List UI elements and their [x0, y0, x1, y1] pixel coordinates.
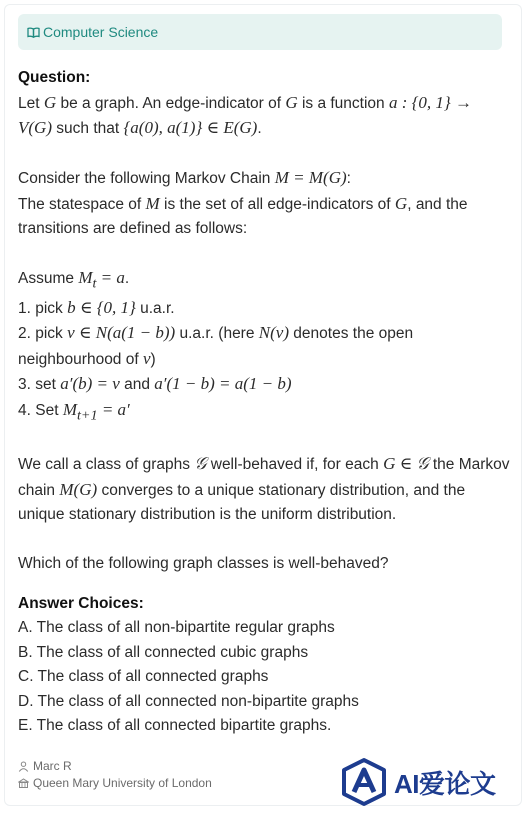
question-step-1: 1. pick b ∈ {0, 1} u.a.r.: [18, 297, 175, 317]
person-icon: [18, 761, 29, 772]
question-assume-line: Assume $M_t = a$.: [18, 268, 130, 292]
question-step-4: 4. Set $M_{t+1} = a'$: [18, 399, 130, 424]
author-name: Marc R: [33, 759, 72, 773]
answer-choice-a[interactable]: A. The class of all non-bipartite regular graphs: [18, 619, 335, 637]
watermark-text: AI爱论文: [394, 768, 496, 799]
answer-choice-e[interactable]: E. The class of all connected bipartite graphs.: [18, 717, 332, 735]
answer-choice-b[interactable]: B. The class of all connected cubic graphs: [18, 643, 309, 661]
book-open-icon: [27, 27, 40, 38]
category-banner: [18, 14, 502, 50]
question-paragraph-markov-chain: Consider the following Markov Chain M = M(G):: [18, 168, 351, 187]
question-paragraph-definition: Let G be a graph. An edge-indicator of G is a function a : {0, 1} → V(G) such that {a(0), a(1)} ∈ E(G).: [18, 92, 472, 137]
institution-icon: [18, 778, 29, 789]
question-step-2: 2. pick v ∈ N(a(1 − b)) u.a.r. (here N(v) denotes the open neighbourhood of v): [18, 323, 414, 368]
question-prompt: Which of the following graph classes is well-behaved?: [18, 555, 389, 573]
question-content: [18, 66, 510, 739]
answer-choice-c[interactable]: C. The class of all connected graphs: [18, 668, 269, 686]
author-meta: [18, 758, 212, 792]
answer-choices-list: [18, 616, 510, 739]
answer-choice-d[interactable]: D. The class of all connected non-bipartite graphs: [18, 692, 359, 710]
ai-logo-icon: [338, 756, 390, 808]
category-label: Computer Science: [43, 24, 159, 40]
question-heading: Question:: [18, 69, 91, 86]
question-paragraph-well-behaved: We call a class of graphs 𝒢 well-behaved if, for each G ∈ 𝒢 the Markov chain M(G) converges to a unique stationary distribution, and the unique stationary distribution is the uniform distribution.: [18, 454, 510, 524]
watermark: [338, 756, 518, 808]
author-affiliation: Queen Mary University of London: [33, 776, 212, 790]
question-paragraph-statespace: The statespace of M is the set of all edge-indicators of G, and the transitions are defined as follows:: [18, 193, 468, 237]
answer-choices-heading: Answer Choices:: [18, 594, 144, 612]
question-step-3: 3. set a′(b) = v and a′(1 − b) = a(1 − b): [18, 374, 292, 394]
